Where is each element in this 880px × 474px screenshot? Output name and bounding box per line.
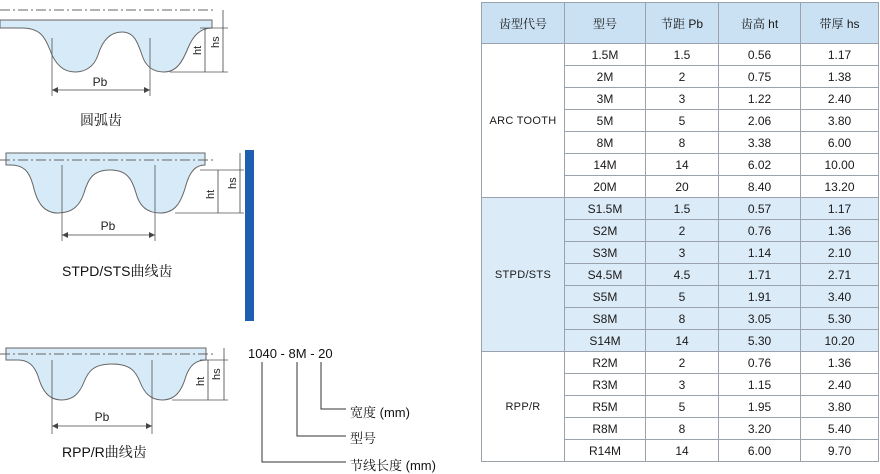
model-cell: S3M — [565, 242, 646, 264]
arc-height-label: ht — [192, 45, 204, 55]
thickness-cell: 10.20 — [801, 330, 879, 352]
table-row — [482, 44, 879, 66]
model-cell: S8M — [565, 308, 646, 330]
stpd-tooth-diagram — [0, 145, 250, 275]
thickness-cell: 5.30 — [801, 308, 879, 330]
height-cell: 0.56 — [719, 44, 801, 66]
model-cell: 5M — [565, 110, 646, 132]
rpp-pitch-label: Pb — [94, 410, 110, 424]
pitch-cell: 2 — [646, 352, 719, 374]
height-cell: 6.00 — [719, 440, 801, 462]
spec-table-body — [482, 44, 879, 462]
code-type: 8M — [288, 346, 307, 361]
thickness-cell: 5.40 — [801, 418, 879, 440]
height-cell: 1.91 — [719, 286, 801, 308]
thickness-cell: 1.17 — [801, 198, 879, 220]
table-header-row — [482, 3, 879, 44]
height-cell: 6.02 — [719, 154, 801, 176]
pitch-cell: 8 — [646, 132, 719, 154]
code-type-label: 型号 — [350, 431, 377, 446]
pitch-cell: 8 — [646, 418, 719, 440]
thickness-cell: 13.20 — [801, 176, 879, 198]
model-cell: R3M — [565, 374, 646, 396]
pitch-cell: 14 — [646, 330, 719, 352]
pitch-cell: 1.5 — [646, 198, 719, 220]
thickness-cell: 6.00 — [801, 132, 879, 154]
arc-belt-profile — [0, 20, 212, 72]
model-cell: 2M — [565, 66, 646, 88]
code-dash-1: - — [280, 346, 285, 361]
model-cell: R14M — [565, 440, 646, 462]
height-cell: 0.57 — [719, 198, 801, 220]
height-cell: 1.95 — [719, 396, 801, 418]
rpp-tooth-diagram — [0, 340, 240, 440]
stpd-height-label: ht — [205, 189, 217, 199]
stpd-pitch-label: Pb — [100, 219, 116, 233]
model-cell: 3M — [565, 88, 646, 110]
belt-code — [248, 346, 333, 361]
thickness-cell: 3.80 — [801, 110, 879, 132]
thickness-cell: 3.40 — [801, 286, 879, 308]
pitch-cell: 3 — [646, 88, 719, 110]
height-cell: 1.14 — [719, 242, 801, 264]
model-cell: 1.5M — [565, 44, 646, 66]
thickness-cell: 9.70 — [801, 440, 879, 462]
pitch-cell: 5 — [646, 396, 719, 418]
accent-bar — [245, 150, 254, 321]
rpp-belt-profile — [6, 348, 206, 400]
code-dash-2: - — [310, 346, 315, 361]
code-length-label: 节线长度 (mm) — [350, 458, 436, 473]
header-belt-thickness: 带厚 hs — [801, 3, 879, 44]
height-cell: 2.06 — [719, 110, 801, 132]
height-cell: 0.75 — [719, 66, 801, 88]
height-cell: 1.22 — [719, 88, 801, 110]
pitch-cell: 3 — [646, 242, 719, 264]
model-cell: R5M — [565, 396, 646, 418]
model-cell: S1.5M — [565, 198, 646, 220]
header-pitch: 节距 Pb — [646, 3, 719, 44]
stpd-thickness-label: hs — [227, 177, 239, 189]
height-cell: 1.15 — [719, 374, 801, 396]
code-length: 1040 — [248, 346, 277, 361]
model-cell: R2M — [565, 352, 646, 374]
code-width-label: 宽度 (mm) — [350, 405, 410, 420]
header-tooth-code: 齿型代号 — [482, 3, 565, 44]
model-cell: S4.5M — [565, 264, 646, 286]
table-row — [482, 352, 879, 374]
stpd-tooth-caption: STPD/STS曲线齿 — [62, 263, 173, 279]
pitch-cell: 5 — [646, 110, 719, 132]
pitch-cell: 3 — [646, 374, 719, 396]
thickness-cell: 2.40 — [801, 374, 879, 396]
pitch-cell: 2 — [646, 220, 719, 242]
model-cell: 20M — [565, 176, 646, 198]
height-cell: 1.71 — [719, 264, 801, 286]
arc-tooth-caption: 圆弧齿 — [80, 112, 122, 128]
pitch-cell: 4.5 — [646, 264, 719, 286]
height-cell: 3.05 — [719, 308, 801, 330]
stpd-belt-profile — [6, 153, 205, 213]
arc-pitch-label: Pb — [92, 75, 108, 89]
rpp-thickness-label: hs — [211, 368, 223, 380]
model-cell: 8M — [565, 132, 646, 154]
pitch-cell: 14 — [646, 154, 719, 176]
model-cell: S2M — [565, 220, 646, 242]
pitch-cell: 5 — [646, 286, 719, 308]
rpp-tooth-caption: RPP/R曲线齿 — [62, 444, 147, 460]
thickness-cell: 1.36 — [801, 352, 879, 374]
model-cell: S5M — [565, 286, 646, 308]
height-cell: 3.20 — [719, 418, 801, 440]
model-cell: S14M — [565, 330, 646, 352]
tooth-type-group-cell: STPD/STS — [482, 198, 565, 352]
height-cell: 0.76 — [719, 220, 801, 242]
pitch-cell: 1.5 — [646, 44, 719, 66]
pitch-cell: 8 — [646, 308, 719, 330]
height-cell: 8.40 — [719, 176, 801, 198]
thickness-cell: 2.40 — [801, 88, 879, 110]
height-cell: 5.30 — [719, 330, 801, 352]
arc-thickness-label: hs — [210, 36, 222, 48]
thickness-cell: 3.80 — [801, 396, 879, 418]
pitch-cell: 14 — [646, 440, 719, 462]
thickness-cell: 10.00 — [801, 154, 879, 176]
header-tooth-height: 齿高 ht — [719, 3, 801, 44]
thickness-cell: 2.71 — [801, 264, 879, 286]
model-cell: 14M — [565, 154, 646, 176]
tooth-type-group-cell: ARC TOOTH — [482, 44, 565, 198]
code-width: 20 — [318, 346, 333, 361]
height-cell: 0.76 — [719, 352, 801, 374]
thickness-cell: 1.17 — [801, 44, 879, 66]
thickness-cell: 1.38 — [801, 66, 879, 88]
spec-table — [481, 2, 879, 462]
table-row — [482, 198, 879, 220]
pitch-cell: 2 — [646, 66, 719, 88]
header-model: 型号 — [565, 3, 646, 44]
thickness-cell: 2.10 — [801, 242, 879, 264]
thickness-cell: 1.36 — [801, 220, 879, 242]
height-cell: 3.38 — [719, 132, 801, 154]
arc-tooth-diagram — [0, 0, 240, 108]
model-cell: R8M — [565, 418, 646, 440]
rpp-height-label: ht — [195, 376, 207, 386]
pitch-cell: 20 — [646, 176, 719, 198]
tooth-type-group-cell: RPP/R — [482, 352, 565, 462]
